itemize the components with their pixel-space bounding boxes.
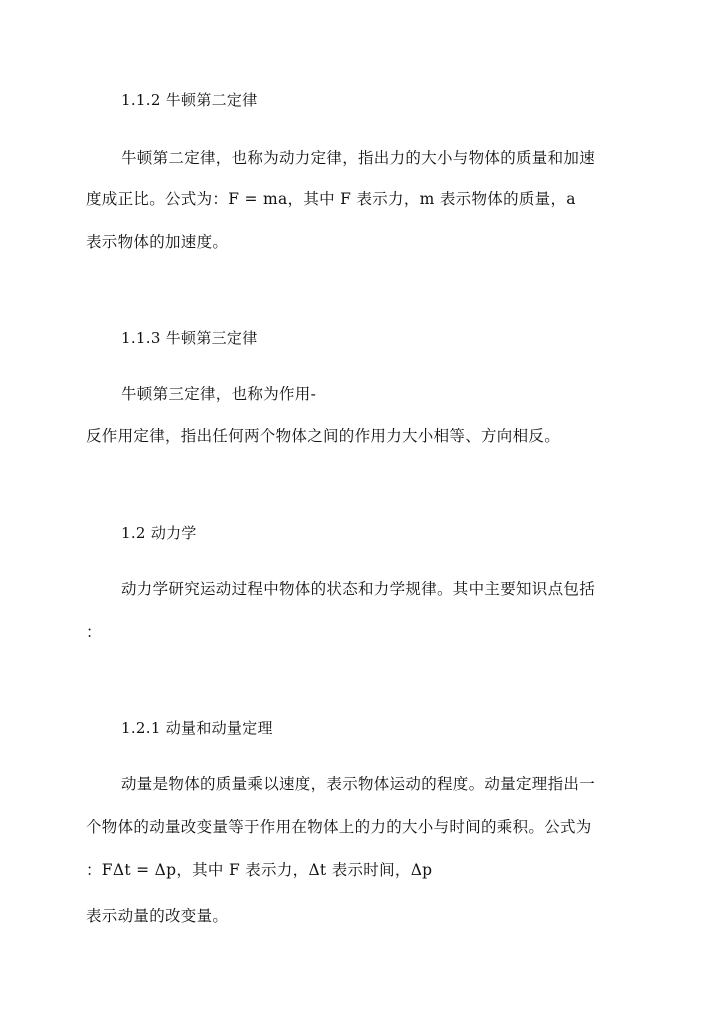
paragraph-line: 牛顿第三定律，也称为作用- [121,385,317,403]
paragraph-line: ：FΔt = Δp，其中 F 表示力，Δt 表示时间，Δp [86,861,433,879]
section-heading-1-1-2: 1.1.2 牛顿第二定律 [121,91,258,109]
section-heading-1-2-1: 1.2.1 动量和动量定理 [121,719,273,737]
paragraph-line: 反作用定律，指出任何两个物体之间的作用力大小相等、方向相反。 [86,427,561,445]
paragraph-line: 表示物体的加速度。 [86,233,229,251]
section-heading-1-1-3: 1.1.3 牛顿第三定律 [121,329,258,347]
paragraph-line: 表示动量的改变量。 [86,907,229,925]
paragraph-line: 动力学研究运动过程中物体的状态和力学规律。其中主要知识点包括 [121,580,596,598]
paragraph-line: 牛顿第二定律，也称为动力定律，指出力的大小与物体的质量和加速 [121,149,596,167]
paragraph-line: 个物体的动量改变量等于作用在物体上的力的大小与时间的乘积。公式为 [86,818,592,836]
paragraph-line: 度成正比。公式为：F = ma，其中 F 表示力，m 表示物体的质量，a [86,190,576,208]
section-heading-1-2: 1.2 动力学 [121,524,197,542]
paragraph-line: ： [86,623,102,641]
paragraph-line: 动量是物体的质量乘以速度，表示物体运动的程度。动量定理指出一 [121,775,596,793]
